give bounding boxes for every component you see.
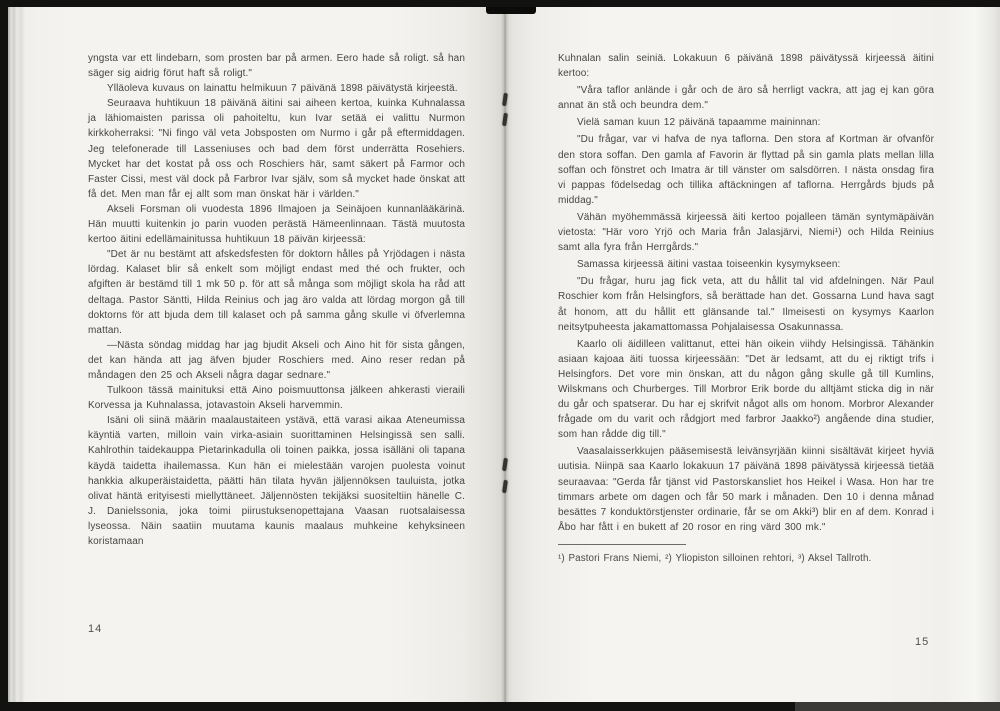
paragraph: yngsta var ett lindebarn, som prosten bar på armen. Eero hade så roligt. så han säger sig aidrig förut haft så roligt." [88,53,465,80]
paragraph: Ylläoleva kuvaus on lainattu helmikuun 7 päivänä 1898 päivätystä kirjeestä. [107,83,458,95]
paragraph: "Våra taflor anlände i går och de äro så herrligt vackra, att jag ej kan göra annat än stå och beundra dem." [558,85,934,112]
paragraph: Samassa kirjeessä äitini vastaa toiseenkin kysymykseen: [577,259,841,271]
gutter-crease [501,7,509,702]
paragraph: —Nästa söndag middag har jag bjudit Akseli och Aino hit för sista gången, det kan hända att jag äfven bjuder Roschiers med. Aino reser redan på måndagen den 25 och Akseli några dagar sednare." [88,339,465,381]
paragraph: Akseli Forsman oli vuodesta 1896 Ilmajoen ja Seinäjoen kunnanlääkärinä. Hän muutti kuitenkin jo parin vuoden perästä Hämeenlinnaan. Tästä muutosta kertoo äitini edellämainitussa huhtikuun 18 päivän kirjeessä: [88,203,465,246]
binding-stitch [502,480,508,493]
footnote: ¹) Pastori Frans Niemi, ²) Yliopiston silloinen rehtori, ³) Aksel Tallroth. [558,552,872,564]
gutter-top-shadow [486,7,536,14]
page-number-right: 15 [915,636,930,648]
right-page-text [558,51,934,566]
binding-stitch [502,458,508,471]
paragraph: Vaasalaisserkkujen pääsemisestä leivänsyrjään kiinni sisältävät kirjeet hyviä uutisia. Niinpä saa Kaarlo lokakuun 17 päivänä 1898 päivätyssä kirjeessä tietää seuraavaa: "Gerda får tjänst vid Pastorskansliet hos Heikel i Wasa. Hon har tre timmars arbete om dagen och får 50 mark i månaden. Den 10 i denna månad besättes 7 konduktörstjenster ordinarie, får se om Akki³) blir en af dem. Konrad i Åbo har fått i en bukett af 20 rosor en ring värd 300 mk." [558,446,934,533]
paragraph: Kuhnalan salin seiniä. Lokakuun 6 päivänä 1898 päivätyssä kirjeessä äitini kertoo: [558,53,934,80]
paragraph: Vähän myöhemmässä kirjeessä äiti kertoo pojalleen tämän syntymäpäivän vietosta: "Här voro Yrjö och Maria från Jalasjärvi, Niemi¹) och Hilda Reinius samt alla fyra från Herrgårds." [558,211,934,254]
left-page [8,7,505,702]
paragraph: Isäni oli siinä määrin maalaustaiteen ystävä, että varasi aikaa Ateneumissa käyntiä varten, milloin vain virka-asiain suorittaminen Helsingissä sen salli. Kahlrothin taidekauppa Pietarinkadulla oli toinen paikka, jossa isälläni oli tapana käydä taidetta ihailemassa. Kun hän ei mielestään varojen puolesta voinut hankkia alkuperäistaidetta, päätti hän tilata hyvän jäljennöksen tauluista, jotka olivat häntä erityisesti miellyttäneet. Jäljennösten tekijäksi suositeltiin hänelle C. J. Danielssonia, joka toimi piirustuksenopettajana Vaasan ruotsalaisessa lyseossa. Näin saatiin muutama kaunis maalaus muhkeine kehyksineen koristamaan [88,415,465,547]
paragraph: Kaarlo oli äidilleen valittanut, ettei hän oikein viihdy Helsingissä. Tähänkin asiaan kajoaa äiti tuossa kirjeessään: "Det är ledsamt, att du ej riktigt trifs i Helsingfors. Det vore min önskan, att du någon gång skulle gå till Kumlins, Wilskmans och Churberges. Till Morbror Erik borde du alltjämt sticka dig in när du går och spatserar. Du har ej skrifvit något alls om honom. Morbror Alexander frågade om du varit och rådgjort med farbror Jaakko²) angående dina studier, som han rådde dig till." [558,338,934,441]
paragraph: Vielä saman kuun 12 päivänä tapaamme maininnan: [577,117,821,129]
binding-stitch [502,113,508,126]
left-page-text [88,51,465,549]
photo-frame-bottom-right [795,702,1000,711]
paragraph: "Du frågar, huru jag fick veta, att du hållit tal vid afdelningen. När Paul Roschier kom från Helsingfors, så berättade han det. Gossarna Lund hava sagt åt honom, att du hållit ett glänsande tal." Ilmeisesti on kysymys Kaarlon neitsytpuheesta jakamattomassa Pohjalaisessa Osakunnassa. [558,276,934,333]
book-spread [8,7,1000,702]
paragraph: "Du frågar, var vi hafva de nya taflorna. Den stora af Kortman är ofvanför den stora soffan. Den gamla af Favorin är flyttad på sin gamla plats mellan lilla soffan och fönstret och Imatra är till vänster om salsdörren. I nästa onsdag fira vi pappas födelsedag och tillika aftäckningen af taflorna. Herrgårds bjuds på middag." [558,134,934,206]
paragraph: Tulkoon tässä mainituksi että Aino poismuuttonsa jälkeen ahkerasti vieraili Korvessa ja Kuhnalassa, jotavastoin Akseli harvemmin. [88,385,465,412]
page-number-left: 14 [88,623,103,635]
footnote-separator [558,544,686,545]
paragraph: Seuraava huhtikuun 18 päivänä äitini sai aiheen kertoa, kuinka Kuhnalassa ja lähiomaisten parissa oli pahoiteltu, kun Ivar setää ei valittu Nurmon kirkkoherraksi: "Ni fingo väl veta Jobsposten om Nurmo i går på eftermiddagen. Jeg telefonerade till Lasseniuses och bad dem först underrätta Rosehiers. Mycket har det kostat på oss och Roschiers här, samt säkert på Farmor och Faster Cissi, mest väl dock på Farbror Ivar själv, som så mycket hade önskat att få det. Men man får ej allt som man önskat här i världen." [88,98,465,200]
paragraph: "Det är nu bestämt att afskedsfesten för doktorn hålles på Yrjödagen i nästa lördag. Kalaset blir så enkelt som möjligt endast med thé och frukter, och afgiften är bestämd till 1 mk 50 p. för att så många som möjligt skola ha råd att deltaga. Pastor Säntti, Hilda Reinius och jag äro valda att lördag morgon gå till doktorns för att bjuda dem till kalaset och på samma gång skulle vi öfverlemna mattan. [88,249,465,336]
right-page [505,7,1000,702]
binding-stitch [502,93,508,106]
